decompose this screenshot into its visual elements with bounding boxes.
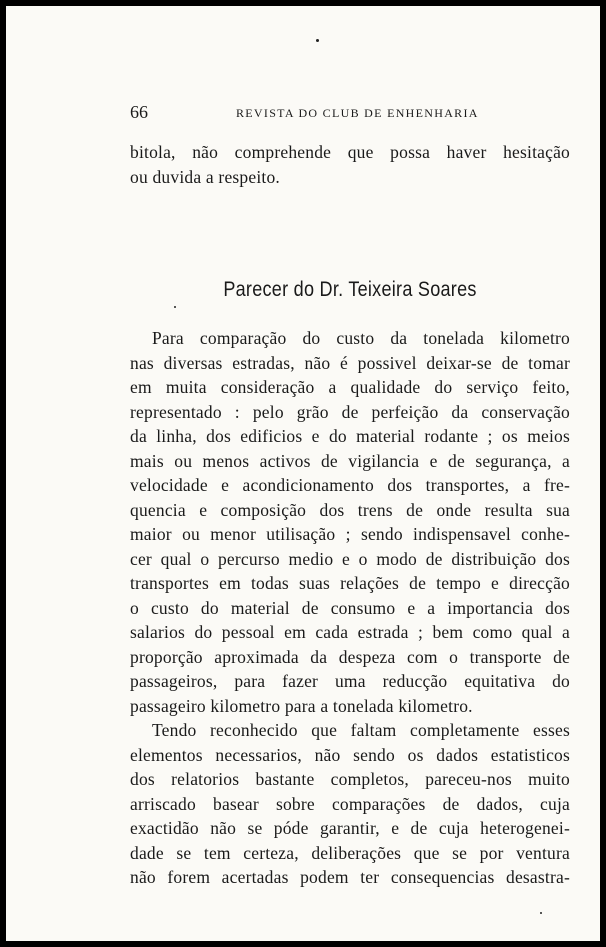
- text-line: salarios do pessoal em cada estrada ; bem como qual a: [130, 622, 570, 642]
- text-line: dos relatorios bastante completos, pareceu-nos muito: [130, 769, 570, 789]
- book-page: [6, 6, 600, 941]
- text-line: bitola, não comprehende que possa haver hesitação: [130, 142, 570, 162]
- ink-speck-bottom: [540, 912, 542, 914]
- text-line: exactidão não se póde garantir, e de cuja heterogenei-: [130, 818, 570, 838]
- text-line: velocidade e acondicionamento dos transportes, a fre-: [130, 475, 570, 495]
- text-line: transportes em todas suas relações de tempo e direcção: [130, 573, 570, 593]
- text-line: representado : pelo grão de perfeição da conservação: [130, 401, 570, 422]
- text-line: proporção aproximada da despeza com o transporte de: [130, 646, 570, 667]
- text-line: o custo do material de consumo e a importancia dos: [130, 597, 570, 618]
- section-body: [130, 326, 570, 890]
- text-line: dade se tem certeza, deliberações que se por ventura: [130, 842, 570, 863]
- text-line: ou duvida a respeito.: [130, 166, 280, 187]
- text-line: não forem acertadas podem ter consequencias desastra-: [130, 867, 570, 887]
- ink-speck-top: [316, 39, 319, 42]
- page-number: 66: [130, 102, 148, 122]
- text-line: da linha, dos edificios e do material rodante ; os meios: [130, 426, 570, 446]
- running-title: REVISTA DO CLUB DE ENHENHARIA: [236, 106, 479, 120]
- text-line: em muita consideração a qualidade do serviço feito,: [130, 377, 570, 397]
- text-line: passageiro kilometro para a tonelada kilometro.: [130, 695, 473, 716]
- text-line: elementos necessarios, não sendo os dados estatisticos: [130, 744, 570, 765]
- continuation-paragraph: [130, 140, 570, 189]
- text-line: Para comparação do custo da tonelada kilometro: [152, 328, 570, 348]
- text-line: maior ou menor utilisação ; sendo indispensavel conhe-: [130, 524, 570, 544]
- text-line: quencia e composição dos trens de onde resulta sua: [130, 499, 570, 520]
- text-line: passageiros, para fazer uma reducção equitativa do: [130, 671, 570, 691]
- text-line: arriscado basear sobre comparações de dados, cuja: [130, 793, 570, 814]
- text-line: mais ou menos activos de vigilancia e de segurança, a: [130, 450, 570, 471]
- text-line: cer qual o percurso medio e o modo de distribuição dos: [130, 548, 570, 569]
- text-line: Tendo reconhecido que faltam completamente esses: [152, 720, 570, 740]
- section-title: Parecer do Dr. Teixeira Soares: [223, 278, 477, 301]
- text-line: nas diversas estradas, não é possivel deixar-se de tomar: [130, 352, 570, 373]
- page-header: [130, 102, 570, 126]
- ink-speck-left: [174, 306, 176, 308]
